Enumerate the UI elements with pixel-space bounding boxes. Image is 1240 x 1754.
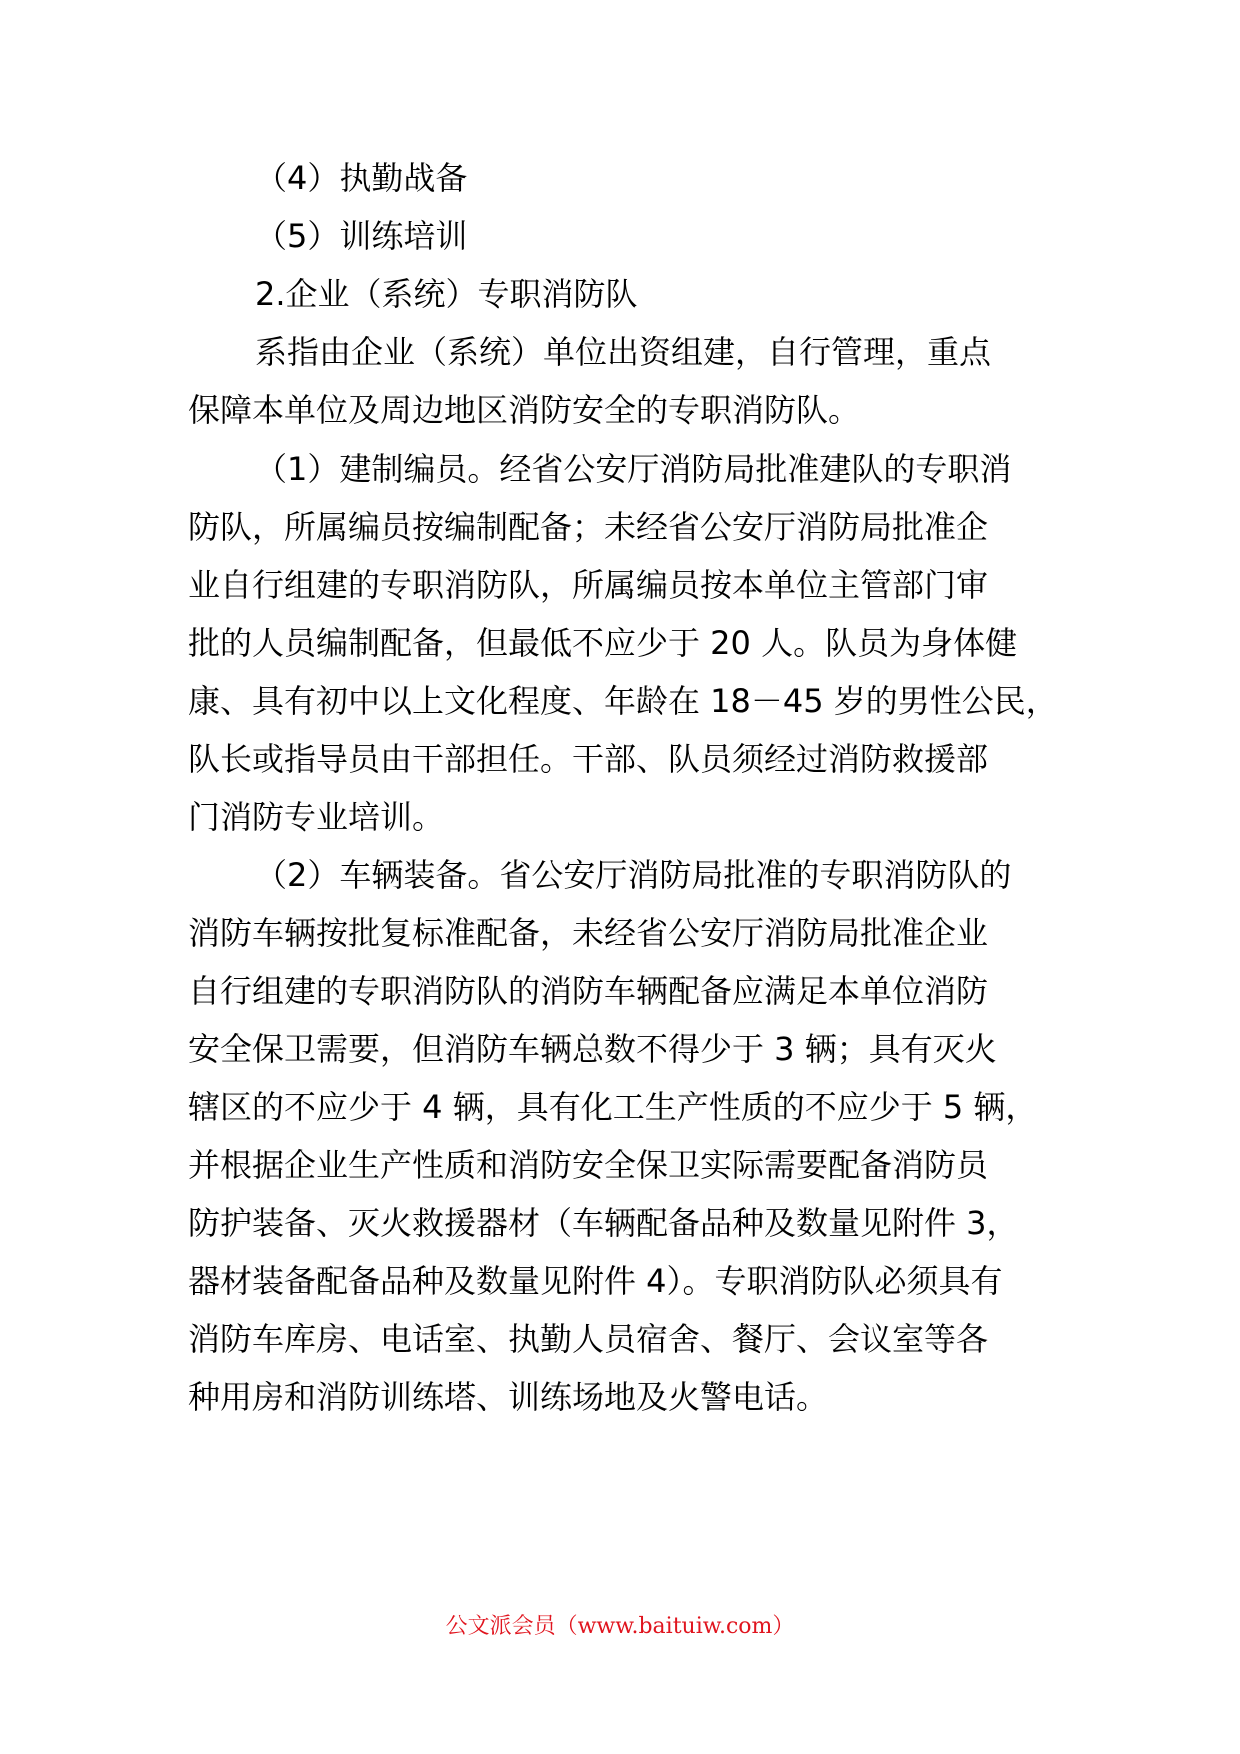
paragraph-line: 系指由企业（系统）单位出资组建，自行管理，重点: [255, 333, 992, 371]
paragraph-line: 消防车辆按批复标准配备，未经省公安厅消防局批准企业: [188, 914, 989, 952]
section-heading: 2.企业（系统）专职消防队: [255, 275, 638, 313]
paragraph-line: 安全保卫需要，但消防车辆总数不得少于 3 辆；具有灭火: [188, 1030, 997, 1068]
paragraph-line: 器材装备配备品种及数量见附件 4）。专职消防队必须具有: [188, 1262, 1003, 1300]
paragraph-line: 防队，所属编员按编制配备；未经省公安厅消防局批准企: [188, 508, 989, 546]
paragraph-line: 保障本单位及周边地区消防安全的专职消防队。: [188, 391, 861, 429]
paragraph-line: （1）建制编员。经省公安厅消防局批准建队的专职消: [255, 450, 1012, 488]
footer-watermark: 公文派会员（www.baituiw.com）: [445, 1614, 795, 1639]
paragraph-line: 自行组建的专职消防队的消防车辆配备应满足本单位消防: [188, 972, 989, 1010]
paragraph-line: 辖区的不应少于 4 辆，具有化工生产性质的不应少于 5 辆，: [188, 1088, 1038, 1126]
paragraph-line: 种用房和消防训练塔、训练场地及火警电话。: [188, 1378, 829, 1416]
paragraph-line: 康、具有初中以上文化程度、年龄在 18－45 岁的男性公民，: [188, 682, 1058, 720]
paragraph-line: （2）车辆装备。省公安厅消防局批准的专职消防队的: [255, 856, 1012, 894]
list-item-4: （4）执勤战备: [255, 159, 468, 197]
paragraph-line: 防护装备、灭火救援器材（车辆配备品种及数量见附件 3，: [188, 1204, 1019, 1242]
paragraph-line: 门消防专业培训。: [188, 798, 445, 836]
paragraph-line: 消防车库房、电话室、执勤人员宿舍、餐厅、会议室等各: [188, 1320, 989, 1358]
paragraph-line: 批的人员编制配备，但最低不应少于 20 人。队员为身体健: [188, 624, 1018, 662]
paragraph-line: 业自行组建的专职消防队，所属编员按本单位主管部门审: [188, 566, 989, 604]
paragraph-line: 队长或指导员由干部担任。干部、队员须经过消防救援部: [188, 740, 989, 778]
paragraph-line: 并根据企业生产性质和消防安全保卫实际需要配备消防员: [188, 1146, 989, 1184]
list-item-5: （5）训练培训: [255, 217, 468, 255]
